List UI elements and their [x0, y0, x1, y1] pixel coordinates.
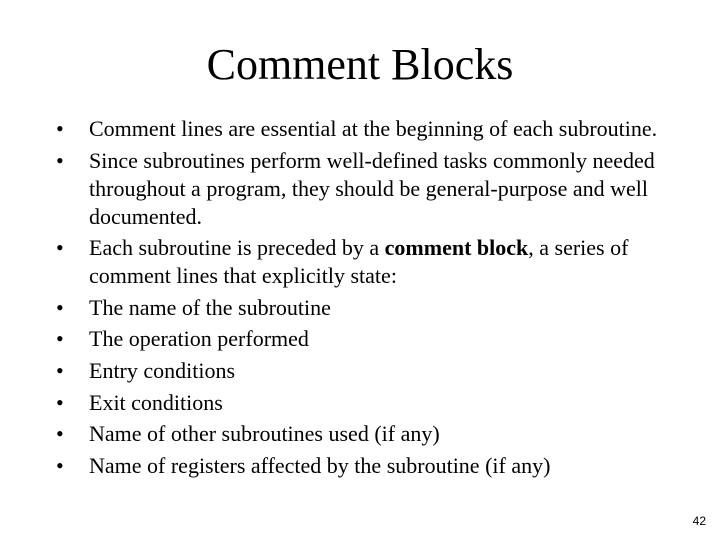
bullet-text: Each subroutine is preceded by a	[89, 235, 385, 261]
bullet-dot-icon: •	[56, 389, 64, 415]
bullet-dot-icon: •	[56, 116, 64, 141]
bullet-text-bold: comment block	[384, 235, 529, 261]
bullet-item	[56, 147, 686, 231]
bullet-dot-icon: •	[56, 235, 64, 261]
bullet-dot-icon: •	[56, 326, 64, 352]
bullet-text: Name of other subroutines used (if any)	[89, 421, 440, 447]
bullet-item	[56, 115, 686, 143]
bullet-item	[56, 357, 686, 385]
bullet-text: The name of the subroutine	[89, 294, 331, 320]
bullet-text: The operation performed	[89, 326, 309, 352]
bullet-dot-icon: •	[56, 294, 64, 320]
bullet-list	[56, 115, 686, 483]
slide-title: Comment Blocks	[206, 40, 514, 89]
bullet-dot-icon: •	[56, 421, 64, 447]
bullet-item	[56, 389, 686, 417]
bullet-item	[56, 452, 686, 480]
bullet-item	[56, 234, 686, 290]
bullet-text-after: , a series of comment lines that explicitly state:	[89, 235, 629, 289]
bullet-text: Name of registers affected by the subroutine (if any)	[89, 452, 551, 478]
bullet-item	[56, 325, 686, 353]
bullet-dot-icon: •	[56, 357, 64, 383]
bullet-text: Comment lines are essential at the beginning of each subroutine.	[89, 116, 658, 141]
bullet-item	[56, 294, 686, 322]
bullet-text: Entry conditions	[89, 357, 236, 383]
page-number: 42	[692, 514, 706, 528]
bullet-item	[56, 420, 686, 448]
bullet-text: Since subroutines perform well-defined tasks commonly needed throughout a program, they should be general-purpose and well documented.	[89, 147, 655, 229]
bullet-dot-icon: •	[56, 147, 64, 173]
bullet-text: Exit conditions	[89, 389, 223, 415]
bullet-dot-icon: •	[56, 452, 64, 478]
